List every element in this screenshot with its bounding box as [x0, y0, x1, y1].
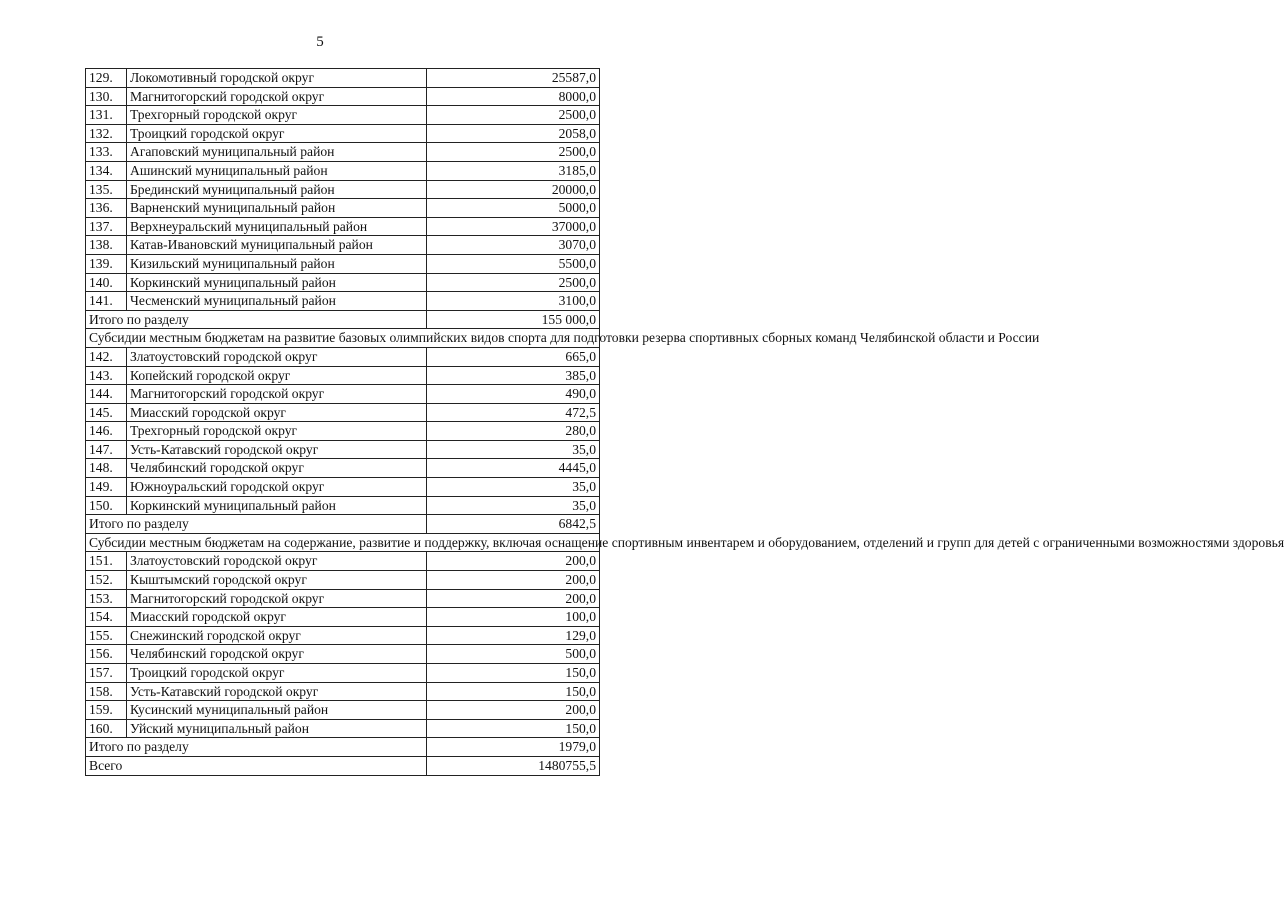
subsidy-amount: 150,0	[427, 682, 600, 701]
subsidy-amount: 5500,0	[427, 254, 600, 273]
row-number: 160.	[86, 719, 127, 738]
row-number: 135.	[86, 180, 127, 199]
table-row	[86, 217, 600, 236]
subsidy-amount: 200,0	[427, 552, 600, 571]
municipality-name: Кыштымский городской округ	[127, 571, 427, 590]
row-number: 143.	[86, 366, 127, 385]
section-total-value: 1979,0	[427, 738, 600, 757]
municipality-name: Уйский муниципальный район	[127, 719, 427, 738]
subsidy-amount: 385,0	[427, 366, 600, 385]
row-number: 138.	[86, 236, 127, 255]
section-total-label: Итого по разделу	[86, 515, 427, 534]
municipality-name: Локомотивный городской округ	[127, 69, 427, 88]
subsidy-table	[85, 68, 1284, 776]
table-row	[86, 106, 600, 125]
table-row	[86, 366, 600, 385]
subsidy-amount: 280,0	[427, 422, 600, 441]
subsidy-amount: 37000,0	[427, 217, 600, 236]
row-number: 146.	[86, 422, 127, 441]
subsidy-amount: 5000,0	[427, 199, 600, 218]
table-row	[86, 254, 600, 273]
municipality-name: Миасский городской округ	[127, 403, 427, 422]
municipality-name: Магнитогорский городской округ	[127, 589, 427, 608]
municipality-name: Трехгорный городской округ	[127, 106, 427, 125]
table-row	[86, 682, 600, 701]
municipality-name: Брединский муниципальный район	[127, 180, 427, 199]
row-number: 132.	[86, 124, 127, 143]
municipality-name: Варненский муниципальный район	[127, 199, 427, 218]
table-row	[86, 478, 600, 497]
section-heading: Субсидии местным бюджетам на развитие базовых олимпийских видов спорта для подготовки резерва спортивных сборных команд Челябинской области и России	[86, 329, 600, 348]
row-number: 136.	[86, 199, 127, 218]
row-number: 139.	[86, 254, 127, 273]
municipality-name: Миасский городской округ	[127, 608, 427, 627]
row-number: 137.	[86, 217, 127, 236]
table-row	[86, 347, 600, 366]
subsidy-amount: 3070,0	[427, 236, 600, 255]
municipality-name: Трехгорный городской округ	[127, 422, 427, 441]
subsidy-amount: 500,0	[427, 645, 600, 664]
table-row	[86, 571, 600, 590]
municipality-name: Троицкий городской округ	[127, 124, 427, 143]
page-number: 5	[316, 34, 324, 50]
table-row	[86, 496, 600, 515]
row-number: 154.	[86, 608, 127, 627]
grand-total-row	[86, 756, 600, 775]
table-row	[86, 403, 600, 422]
subsidy-amount: 200,0	[427, 571, 600, 590]
row-number: 159.	[86, 701, 127, 720]
row-number: 145.	[86, 403, 127, 422]
municipality-name: Снежинский городской округ	[127, 626, 427, 645]
table-row	[86, 69, 600, 88]
table-row	[86, 273, 600, 292]
section-total-value: 6842,5	[427, 515, 600, 534]
subsidy-amount: 3185,0	[427, 161, 600, 180]
row-number: 148.	[86, 459, 127, 478]
table-row	[86, 199, 600, 218]
municipality-name: Коркинский муниципальный район	[127, 273, 427, 292]
table-row	[86, 440, 600, 459]
municipality-name: Магнитогорский городской округ	[127, 385, 427, 404]
municipality-name: Коркинский муниципальный район	[127, 496, 427, 515]
subsidy-amount: 4445,0	[427, 459, 600, 478]
municipality-name: Чесменский муниципальный район	[127, 292, 427, 311]
row-number: 130.	[86, 87, 127, 106]
row-number: 149.	[86, 478, 127, 497]
row-number: 157.	[86, 664, 127, 683]
row-number: 142.	[86, 347, 127, 366]
subsidy-amount: 2500,0	[427, 273, 600, 292]
subsidy-amount: 2500,0	[427, 143, 600, 162]
table-row	[86, 292, 600, 311]
section-total-label: Итого по разделу	[86, 738, 427, 757]
section-heading: Субсидии местным бюджетам на содержание, развитие и поддержку, включая оснащение спортивным инвентарем и оборудованием, отделений и групп для детей с ограниченными возможностями здоровья	[86, 533, 600, 552]
row-number: 151.	[86, 552, 127, 571]
municipality-name: Челябинский городской округ	[127, 645, 427, 664]
table-row	[86, 608, 600, 627]
row-number: 153.	[86, 589, 127, 608]
subsidy-amount: 2500,0	[427, 106, 600, 125]
subsidy-amount: 25587,0	[427, 69, 600, 88]
table-row	[86, 552, 600, 571]
municipality-name: Магнитогорский городской округ	[127, 87, 427, 106]
section-total-row	[86, 515, 600, 534]
subsidy-table-body	[86, 69, 1284, 776]
table-row	[86, 236, 600, 255]
table-row	[86, 459, 600, 478]
table-row	[86, 626, 600, 645]
municipality-name: Верхнеуральский муниципальный район	[127, 217, 427, 236]
row-number: 134.	[86, 161, 127, 180]
table-row	[86, 589, 600, 608]
grand-total-value: 1480755,5	[427, 756, 600, 775]
table-row	[86, 180, 600, 199]
table-row	[86, 701, 600, 720]
table-row	[86, 422, 600, 441]
subsidy-amount: 200,0	[427, 589, 600, 608]
table-row	[86, 87, 600, 106]
row-number: 152.	[86, 571, 127, 590]
table-row	[86, 719, 600, 738]
row-number: 147.	[86, 440, 127, 459]
subsidy-amount: 35,0	[427, 496, 600, 515]
subsidy-amount: 472,5	[427, 403, 600, 422]
municipality-name: Троицкий городской округ	[127, 664, 427, 683]
row-number: 141.	[86, 292, 127, 311]
grand-total-label: Всего	[86, 756, 427, 775]
subsidy-amount: 129,0	[427, 626, 600, 645]
municipality-name: Усть-Катавский городской округ	[127, 682, 427, 701]
row-number: 150.	[86, 496, 127, 515]
table-row	[86, 385, 600, 404]
subsidy-amount: 150,0	[427, 664, 600, 683]
subsidy-amount: 20000,0	[427, 180, 600, 199]
municipality-name: Ашинский муниципальный район	[127, 161, 427, 180]
municipality-name: Златоустовский городской округ	[127, 552, 427, 571]
subsidy-amount: 490,0	[427, 385, 600, 404]
section-total-row	[86, 738, 600, 757]
municipality-name: Южноуральский городской округ	[127, 478, 427, 497]
section-total-row	[86, 310, 600, 329]
row-number: 129.	[86, 69, 127, 88]
subsidy-amount: 8000,0	[427, 87, 600, 106]
municipality-name: Челябинский городской округ	[127, 459, 427, 478]
municipality-name: Кусинский муниципальный район	[127, 701, 427, 720]
table-row	[86, 143, 600, 162]
municipality-name: Кизильский муниципальный район	[127, 254, 427, 273]
table-row	[86, 645, 600, 664]
subsidy-amount: 100,0	[427, 608, 600, 627]
row-number: 140.	[86, 273, 127, 292]
row-number: 158.	[86, 682, 127, 701]
subsidy-amount: 3100,0	[427, 292, 600, 311]
row-number: 131.	[86, 106, 127, 125]
municipality-name: Златоустовский городской округ	[127, 347, 427, 366]
row-number: 133.	[86, 143, 127, 162]
row-number: 144.	[86, 385, 127, 404]
subsidy-amount: 35,0	[427, 440, 600, 459]
section-total-value: 155 000,0	[427, 310, 600, 329]
subsidy-amount: 150,0	[427, 719, 600, 738]
section-heading-row	[86, 533, 600, 552]
table-row	[86, 124, 600, 143]
municipality-name: Агаповский муниципальный район	[127, 143, 427, 162]
subsidy-amount: 200,0	[427, 701, 600, 720]
section-total-label: Итого по разделу	[86, 310, 427, 329]
row-number: 155.	[86, 626, 127, 645]
municipality-name: Копейский городской округ	[127, 366, 427, 385]
table-row	[86, 664, 600, 683]
subsidy-amount: 35,0	[427, 478, 600, 497]
subsidy-amount: 665,0	[427, 347, 600, 366]
section-heading-row	[86, 329, 600, 348]
municipality-name: Катав-Ивановский муниципальный район	[127, 236, 427, 255]
table-row	[86, 161, 600, 180]
row-number: 156.	[86, 645, 127, 664]
municipality-name: Усть-Катавский городской округ	[127, 440, 427, 459]
subsidy-amount: 2058,0	[427, 124, 600, 143]
